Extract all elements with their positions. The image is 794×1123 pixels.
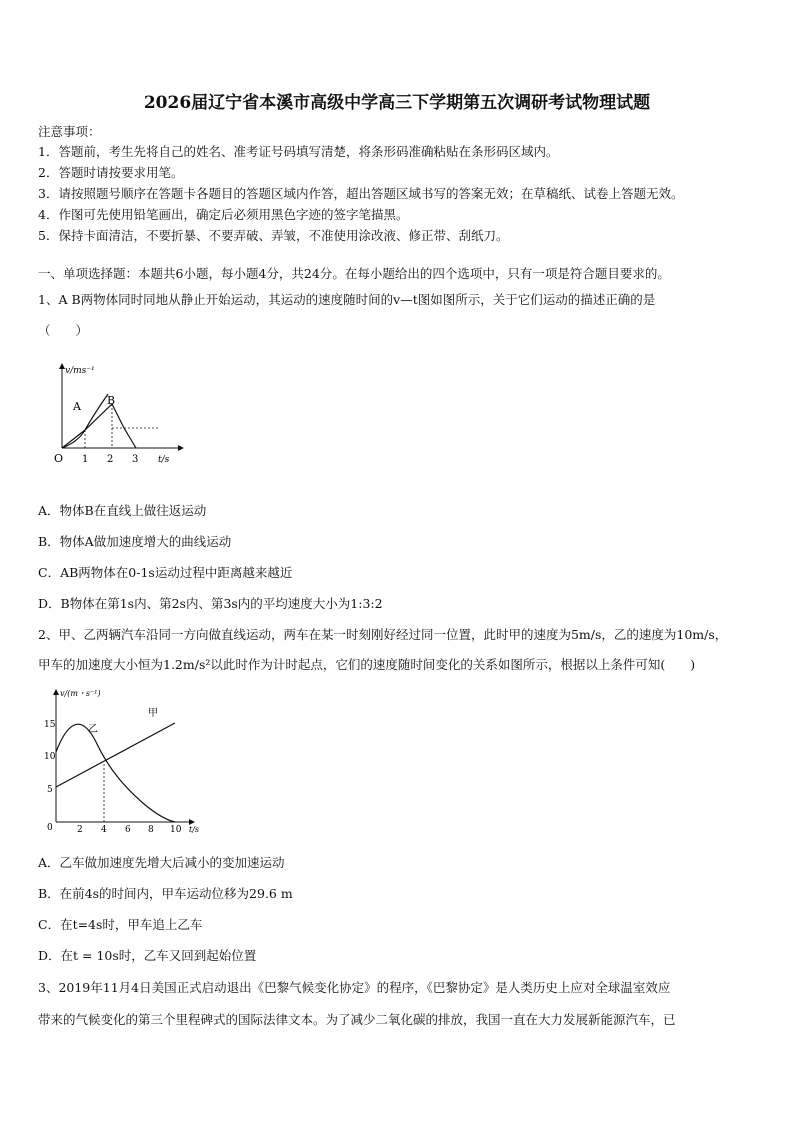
- page-title: 2026届辽宁省本溪市高级中学高三下学期第五次调研考试物理试题: [143, 93, 651, 113]
- question-2-stem-cont: 甲车的加速度大小恒为1.2m/s²以此时作为计时起点，它们的速度随时间变化的关系如图所示，根据以上条件可知( ): [38, 657, 696, 672]
- q2-option-d: D．在t = 10s时，乙车又回到起始位置: [38, 948, 257, 963]
- q1-option-b: B．物体A做加速度增大的曲线运动: [38, 534, 232, 549]
- note-item: 4．作图可先使用铅笔画出，确定后必须用黑色字迹的签字笔描黑。: [38, 207, 409, 222]
- q1-vt-graph: [48, 360, 188, 468]
- x-tick-label: 6: [125, 825, 131, 835]
- x-tick-label: 3: [132, 454, 139, 465]
- x-tick-label: 2: [77, 825, 83, 835]
- note-item: 1．答题前，考生先将自己的姓名、准考证号码填写清楚，将条形码准确粘贴在条形码区域内。: [38, 144, 559, 159]
- curve-yi: [56, 724, 175, 822]
- y-axis-label: v/ms⁻¹: [65, 366, 95, 376]
- x-tick-label: 10: [170, 825, 182, 835]
- x-tick-label: 8: [148, 825, 154, 835]
- x-tick-label: 4: [101, 825, 107, 835]
- origin-label: O: [54, 452, 64, 465]
- y-axis-label: v/(m・s⁻¹): [60, 689, 101, 698]
- question-3-line: 3、2019年11月4日美国正式启动退出《巴黎气候变化协定》的程序，《巴黎协定》是人类历史上应对全球温室效应: [38, 980, 671, 995]
- q2-option-b: B．在前4s的时间内，甲车运动位移为29.6 m: [38, 886, 293, 901]
- question-2-stem: 2、甲、乙两辆汽车沿同一方向做直线运动，两车在某一时刻刚好经过同一位置，此时甲的速度为5m/s，乙的速度为10m/s，: [38, 627, 728, 642]
- y-tick-label: 15: [44, 720, 56, 730]
- x-axis-label: t/s: [158, 455, 170, 465]
- label-b: B: [107, 394, 116, 407]
- q2-option-c: C．在t=4s时，甲车追上乙车: [38, 917, 203, 932]
- y-tick-label: 5: [47, 785, 53, 795]
- note-item: 2．答题时请按要求用笔。: [38, 165, 184, 180]
- q2-vt-graph: [44, 686, 214, 836]
- x-tick-label: 2: [107, 454, 114, 465]
- x-tick-label: 1: [82, 454, 89, 465]
- x-axis-label: t/s: [189, 825, 200, 834]
- q1-option-a: A．物体B在直线上做往返运动: [38, 503, 207, 518]
- q1-option-c: C．AB两物体在0-1s运动过程中距离越来越近: [38, 565, 293, 580]
- note-item: 5．保持卡面清洁，不要折暴、不要弄破、弄皱，不准使用涂改液、修正带、刮纸刀。: [38, 228, 509, 243]
- question-1-bracket: （ ）: [38, 323, 89, 338]
- question-1-stem: 1、A B两物体同时同地从静止开始运动，其运动的速度随时间的v—t图如图所示，关于它们运动的描述正确的是: [38, 292, 656, 307]
- section-heading: 一、单项选择题：本题共6小题，每小题4分，共24分。在每小题给出的四个选项中，只有一项是符合题目要求的。: [38, 266, 670, 281]
- question-3-line: 带来的气候变化的第三个里程碑式的国际法律文本。为了减少二氧化碳的排放，我国一直在大力发展新能源汽车，已: [38, 1012, 676, 1027]
- label-yi: 乙: [88, 724, 98, 735]
- y-tick-label: 10: [44, 752, 56, 762]
- q2-option-a: A．乙车做加速度先增大后减小的变加速运动: [38, 855, 285, 870]
- note-item: 3．请按照题号顺序在答题卡各题目的答题区域内作答，超出答题区域书写的答案无效；在草稿纸、试卷上答题无效。: [38, 186, 684, 201]
- q1-option-d: D．B物体在第1s内、第2s内、第3s内的平均速度大小为1:3:2: [38, 596, 383, 611]
- notes-heading: 注意事项：: [38, 124, 101, 139]
- label-a: A: [73, 400, 81, 413]
- y-tick-label: 0: [47, 823, 53, 833]
- line-jia: [56, 723, 175, 787]
- label-jia: 甲: [148, 708, 158, 719]
